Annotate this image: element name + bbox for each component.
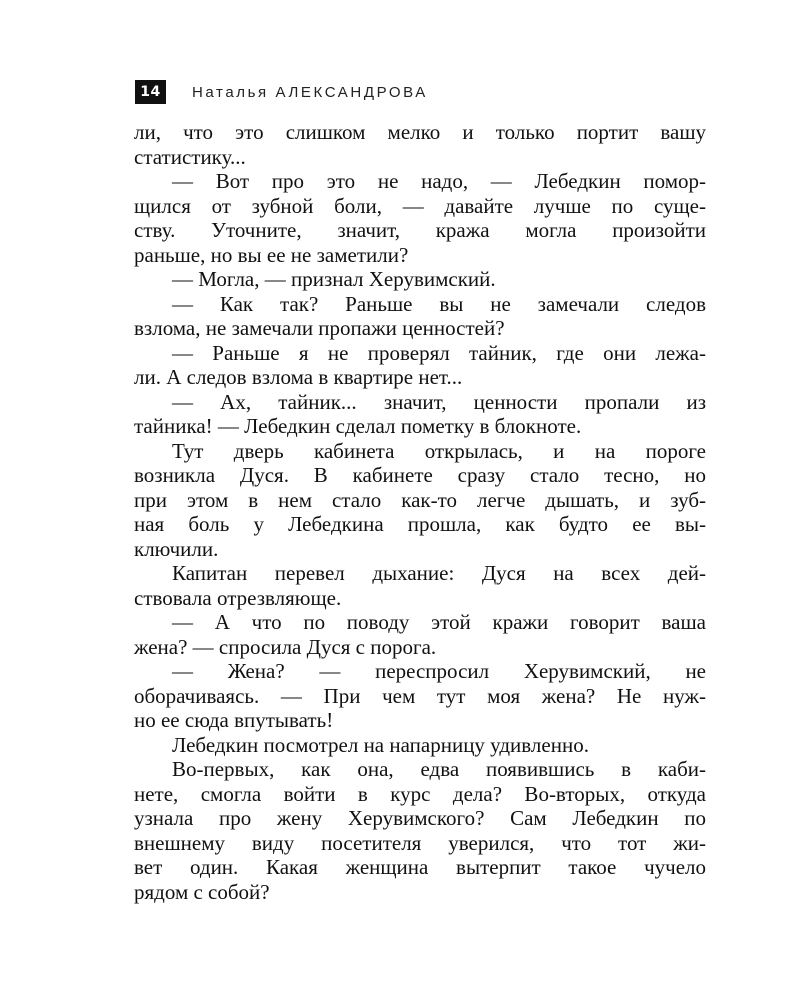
text-line: оборачиваясь. — При чем тут моя жена? Не нуж- [134, 683, 706, 708]
text-line: — Как так? Раньше вы не замечали следов [172, 291, 706, 316]
text-line: внешнему виду посетителя уверился, что тот жи- [134, 830, 706, 855]
text-line: вет один. Какая женщина вытерпит такое чучело [134, 855, 706, 879]
text-line: нете, смогла войти в курс дела? Во-вторых, откуда [134, 781, 706, 806]
text-line: ствовала отрезвляюще. [134, 585, 342, 610]
body-text [134, 120, 706, 904]
text-line: ключили. [134, 536, 219, 561]
text-line: Во-первых, как она, едва появившись в каби- [172, 757, 706, 781]
text-line: ная боль у Лебедкина прошла, как будто ее вы- [134, 512, 706, 536]
text-line: — А что по поводу этой кражи говорит ваша [172, 610, 706, 634]
text-line: — Ах, тайник... значит, ценности пропали из [172, 389, 706, 414]
text-line: Капитан перевел дыхание: Дуся на всех дей- [172, 561, 706, 585]
text-line: ли. А следов взлома в квартире нет... [134, 365, 463, 389]
text-line: ству. Уточните, значит, кража могла произойти [134, 218, 706, 242]
page-number: 14 [135, 80, 166, 104]
text-line: тайника! — Лебедкин сделал пометку в блокноте. [134, 414, 582, 438]
page-header [135, 79, 428, 105]
text-line: ли, что это слишком мелко и только портит вашу [134, 120, 706, 144]
text-line: статистику... [134, 144, 246, 169]
text-line: Тут дверь кабинета открылась, и на пороге [172, 438, 706, 463]
text-line: — Раньше я не проверял тайник, где они лежа- [172, 340, 706, 365]
running-head: Наталья АЛЕКСАНДРОВА [192, 83, 428, 101]
text-line: возникла Дуся. В кабинете сразу стало тесно, но [134, 463, 706, 487]
text-line: щился от зубной боли, — давайте лучше по суще- [134, 193, 706, 218]
text-line: жена? — спросила Дуся с порога. [134, 634, 437, 659]
text-line: узнала про жену Херувимского? Сам Лебедкин по [134, 806, 706, 830]
text-line: при этом в нем стало как-то легче дышать, и зуб- [134, 487, 706, 512]
text-line: — Могла, — признал Херувимский. [172, 267, 496, 291]
text-line: рядом с собой? [134, 879, 270, 904]
text-line: взлома, не замечали пропажи ценностей? [134, 316, 505, 340]
text-line: Лебедкин посмотрел на напарницу удивленно. [172, 732, 589, 757]
text-line: — Жена? — переспросил Херувимский, не [172, 659, 706, 683]
text-line: — Вот про это не надо, — Лебедкин помор- [172, 169, 706, 193]
text-line: но ее сюда впутывать! [134, 708, 334, 732]
text-line: раньше, но вы ее не заметили? [134, 242, 409, 267]
